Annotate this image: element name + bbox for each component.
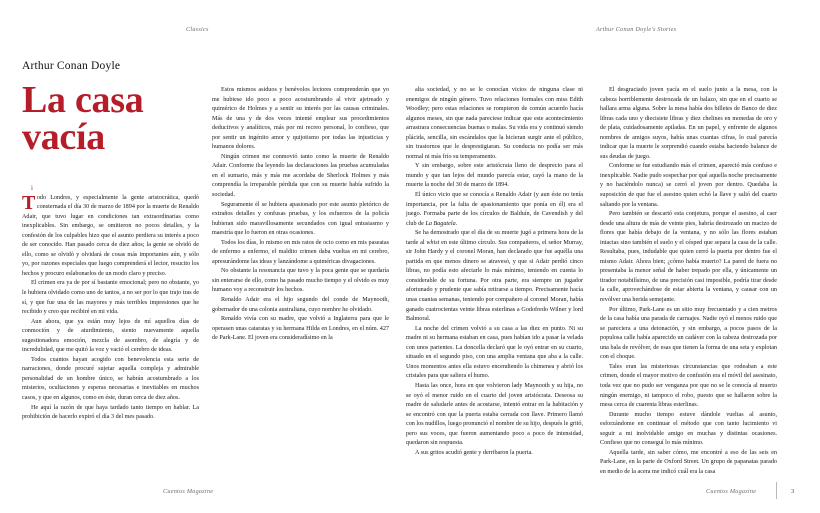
text-column-3 <box>406 86 583 458</box>
page-number: 3 <box>791 488 795 495</box>
paragraph-text: en este último círculo. Sus compañeros, el señor Murray, sir John Hardy y el coronel Moran, han declarado que fue aquélla una partida en que menos dinero se atravesó, y que si Adair perdió cinco libras, no podía esto afectarle lo más mínimo, teniendo en cuenta lo considerable de su fortuna. Por otra parte, era siempre un jugador afortunado y prudente que sabía retirarse a tiempo. Precisamente hacía unas cuantas semanas, teniendo por compañero al coronel Moran, había ganado cuatrocientas veinte libras esterlinas a Godofredo Wilner y lord Balmoral. <box>406 239 583 323</box>
italic-title: La Bagatela <box>425 220 456 227</box>
paragraph: La noche del crimen volvió a su casa a las diez en punto. Ni su madre ni su hermana estaban en casa, pues habían ido a pasar la velada con unos parientes. La doncella declaró que le oyó entrar en su cuarto, situado en el segundo piso, con una amplia ventana que aba a la calle. Unos momentos antes ella estuvo encendiendo la chimenea y abrió los cristales para que saliera el humo. <box>406 325 583 380</box>
paragraph: Ningún crimen me conmovió tanto como la muerte de Renaldo Adair. Conforme iba leyendo las declaraciones las pruebas acumuladas en el sumario, más y más me acordaba de Sherlock Holmes y más comprendía la irreparable pérdida que con su muerte había sufrido la sociedad. <box>212 153 389 199</box>
paragraph <box>22 191 199 280</box>
paragraph: Conforme se fue estudiando más el crimen, apareció más confuso e inexplicable. Nadie pudo sospechar por qué aquella noche precisamente y no haciéndolo nunca) se cerró el joven por dentro. Quedaba la suposición de que fue el asesino quien echó la llave y salió del cuarto saltando por la ventana. <box>600 163 777 208</box>
paragraph: Renaldo vivía con su madre, que volvió a Inglaterra para que le operasen unas cataratas y su hermana Hilda en Londres, en el núm. 427 de Park-Lane. El joven era consideradísimo en la <box>212 316 389 342</box>
paragraph: Todos los días, lo mismo en mis ratos de ocio como en mis paseatas de enfermo a enfermo, el maldito crimen daba vueltas en mi cerebro, apresurándome las ideas y lanzándome a quiméricas divagaciones. <box>212 239 389 265</box>
paragraph-text: . <box>455 220 458 227</box>
paragraph: Seguramente él se hubiera apasionado por este asunto pletórico de extraños detalles y confusas pruebas, y los esfuerzos de la policía hubieran sido maravillosamente secundados con igual entusiasmo y maestría que lo fueron en otras ocasiones. <box>212 201 389 237</box>
paragraph: Y sin embargo, sobre este aristócrata lleno de desprecio para el mundo y que tan lejos del mundo parecía estar, cayó la mano de la muerte la noche del 30 de marzo de 1894. <box>406 163 583 189</box>
paragraph: Renaldo Adair era el hijo segundo del conde de Maynooth, gobernador de una colonia australiana, cuyo nombre he olvidado. <box>212 297 389 313</box>
paragraph: Estos mismos asiduos y benévolos lectores comprenderán que yo me hubiese ido poco a poco acostumbrando al vivir ajetreado y quimérico de Holmes y a sentir su interés por las causas criminales. Más de una y de dos veces intenté emplear sus procedimientos deductivos y analíticos, más por mi recreo personal, lo confieso, que por sentir un ingénito amor y quijotismo por todas las injusticias y humanos dolores. <box>212 87 389 151</box>
paragraph: Hasta las once, hora en que volvieron lady Maynooth y su hija, no se oyó el menor ruido en el cuarto del joven aristócrata. Deseosa su madre de saludarle antes de acostarse, intentó entrar en la habitación y se encontró con que la puerta estaba cerrada con llave. Primero llamó con los nudillos, luego pronunció el nombre de su hijo, después le gritó, pero sus voces, que fueron aumentando poco a poco de intensidad, quedaron sin respuesta. <box>406 382 583 447</box>
title-block <box>22 60 202 159</box>
italic-term: whist <box>426 239 440 246</box>
paragraph-text: El único vicio que se conocía a Renaldo Adair (y aun éste no tenía importancia, por la falta de apasionamiento que ponía en él) era el juego. Formaba parte de los círculos de Balduín, de Cavendish y del club de <box>406 192 583 227</box>
folio-divider <box>776 482 777 499</box>
paragraph: alta sociedad, y no se le conocían vicios de ninguna clase ni enemigos de ningún género. Tuvo relaciones formales con miss Edith Woodley; pero estas relaciones se rompieron de común acuerdo hacía algunos meses, sin que nada pareciese indicar que este acontecimiento arrastrara consecuencias buenas o malas. Su vida era y continuó siendo plácida, sencilla, sin escándalos que la hicieran surgir ante el público, sin trastornos que le desprestigiaran. Su conducta no podía ser más normal ni más frío su temperamento. <box>406 87 583 160</box>
running-head-right: Arthur Conan Doyle's Stories <box>596 26 677 33</box>
author-byline: Arthur Conan Doyle <box>22 60 121 72</box>
paragraph: Aquella tarde, sin saber cómo, me encontré a eso de las seis en Park-Lane, en la parte de Oxford Street. Un grupo de papanatas parado en medio de la acera me indicó cuál era la casa <box>600 449 777 475</box>
title-line-1: La casa <box>22 79 144 121</box>
section-number: i <box>31 184 34 192</box>
paragraph <box>406 229 583 324</box>
text-column-2 <box>212 86 389 344</box>
paragraph-text: Se ha demostrado que el día de su muerte jugó a primera hora de la tarde al <box>406 230 583 246</box>
page-title <box>22 79 202 159</box>
text-column-4 <box>600 86 777 477</box>
footer-right: Cuentos Magazine <box>706 488 757 495</box>
footer-left: Cuentos Magazine <box>163 488 214 495</box>
paragraph: A sus gritos acudió gente y derribaron la puerta. <box>415 449 533 456</box>
paragraph: He aquí la razón de que haya tardado tanto tiempo en hablar. La prohibición de hacerlo expiró el día 3 del mes pasado. <box>22 404 199 421</box>
paragraph: Por último, Park-Lane es un sitio muy frecuentado y a cien metros de la casa había una parada de carruajes. Nadie oyó el menos ruido que se pareciera a una detonación, y sin embargo, a pocos pasos de la populosa calle había aparecido un cadáver con la cabeza destrozada por una bala de revólver, de esas que tienen la forma de una seta y explotan con el choque. <box>600 306 777 361</box>
paragraph: El crimen era ya de por sí bastante emocional; pero no obstante, yo le hubiera olvidado como uno de tantos, a no ser por lo que trajo tras de sí, y que fue una de las mayores y más terribles impresiones que he recibido y creo que recibiré en mi vida. <box>22 280 199 316</box>
running-head-left: Classics <box>186 26 209 33</box>
paragraph: No obstante la resonancia que tuvo y la poca gente que se quedaría sin enterarse de ello, como ha pasado mucho tiempo y el olvido es muy humano voy a reconstruir los hechos. <box>212 268 389 294</box>
paragraph <box>406 191 583 229</box>
text-column-1 <box>22 184 199 423</box>
paragraph: Tales eran las misteriosas circunstancias que rodeaban a este crimen, donde el mayor motivo de confusión era el móvil del asesinato, toda vez que no pudo ser venganza por que no se le conocía al muerto ningún enemigo, ni tampoco el robo, puesto que se hallaron sobre la mesa cerca de cuarenta libras esterlinas. <box>600 363 777 409</box>
paragraph-text: odo Londres, y especialmente la gente aristocrática, quedó consternada el día 30 de marzo de 1894 por la muerte de Renaldo Adair, que tuvo lugar en condiciones tan extraordinarias como inexplicables. Sin embargo, se omitieron no pocos detalles, y la confesión de los culpables hizo que el asunto perdiera su interés a poco de ser conocido. Han pasado cerca de diez años; la gente se olvidó de ello, como se olvidó y olvidará de cosas más importantes aún, y sólo yo, por razones especiales que luego comprenderá el lector, resucito los hechos y procuro eslabonarlos de un modo claro y preciso. <box>22 194 199 277</box>
paragraph: Todos cuantos hayan acogido con benevolencia esta serie de narraciones, donde procuré sujetar aquella compleja y admirable personalidad de un hombre único, se habrán acostumbrado a los misterios, ocultaciones y esperas necesarias e inevitables en muchos casos, y que en algunos, como en éste, duran cerca de diez años. <box>22 356 199 402</box>
paragraph: Aun ahora, que ya están muy lejos de mí aquellos días de conmoción y de aturdimiento, siento nuevamente aquella sugestionadora emoción, mezcla de asombro, de alegría y de incredulidad, que me quitó la voz y vació el cerebro de ideas. <box>22 318 199 354</box>
drop-cap: T <box>22 191 36 214</box>
paragraph: Pero también se descartó esta conjetura, porque el asesino, al caer desde una altura de más de veinte pies, habría destrozado un macizo de flores que había debajo de la ventana, y no sólo las flores estaban intactas sino también el suelo y el césped que separa la casa de la calle. Resultaba, pues, indudable que quien cerró la puerta por dentro fue el mismo Adair. Ahora bien; ¿cómo había muerto? La pared de fuera no presentaba la menor señal de haber trepado por ella, y únicamente un tirador notabilísimo, de una precisión casi imposible, podría tirar desde la calle, aprovechándose de estar abierta la ventana, y causar con un revólver una herida semejante. <box>600 211 777 304</box>
paragraph: El desgraciado joven yacía en el suelo junto a la mesa, con la cabeza horriblemente destrozada de un balazo, sin que en el cuarto se hallara arma alguna. Sobre la mesa había dos billetes de Banco de diez libras cada uno y diecisiete libras y diez chelines en monedas de oro y de plata, cuidadosamente apiladas. En un papel, y enfrente de algunos nombres de amigos suyos, había unas cuantas cifras, lo cual parecía indicar que la muerte le sorprendió cuando estaba haciendo balance de sus deudas de juego. <box>600 87 777 160</box>
title-line-2: vacía <box>22 116 105 159</box>
paragraph: Durante mucho tiempo estuve dándole vueltas al asunto, esforzándome en continuar el método que con tanto lucimiento vi seguir a mi inolvidable amigo en muchas y distintas ocasiones. Confieso que no conseguí lo más mínimo. <box>600 411 777 447</box>
